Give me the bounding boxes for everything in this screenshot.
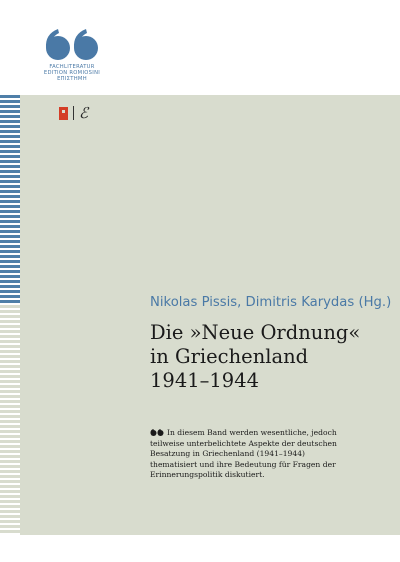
stripe-band-light	[0, 305, 20, 535]
publisher-e-glyph: ℰ	[79, 103, 89, 122]
book-title	[150, 321, 360, 393]
title-line-1: Die »Neue Ordnung«	[150, 321, 361, 344]
logo-text	[36, 64, 108, 83]
book-description-block	[150, 428, 346, 481]
publisher-logo	[59, 104, 88, 122]
book-authors: Nikolas Pissis, Dimitris Karydas (Hg.)	[150, 295, 392, 310]
title-line-2: in Griechenland	[150, 345, 309, 368]
double-quote-marks-icon	[42, 28, 102, 64]
logo-line-1: FACHLITERATUR	[49, 64, 95, 70]
title-line-3: 1941–1944	[150, 369, 260, 392]
r-mark-icon	[59, 107, 68, 120]
small-quote-marks-icon	[150, 429, 164, 436]
logo-line-3: ΕΠΙΣΤΗΜΗ	[57, 76, 87, 83]
logo-line-2: EDITION ROMIOSINI	[43, 70, 101, 77]
footer	[0, 535, 400, 562]
publisher-separator	[73, 106, 74, 120]
book-description: In diesem Band werden wesentliche, jedoch teilweise unterbelichtete Aspekte der deutschen Besatzung in Griechenland (1941–1944) thematisiert und ihre Bedeutung für Fragen der Erinnerungspolitik diskutiert.	[150, 428, 337, 479]
